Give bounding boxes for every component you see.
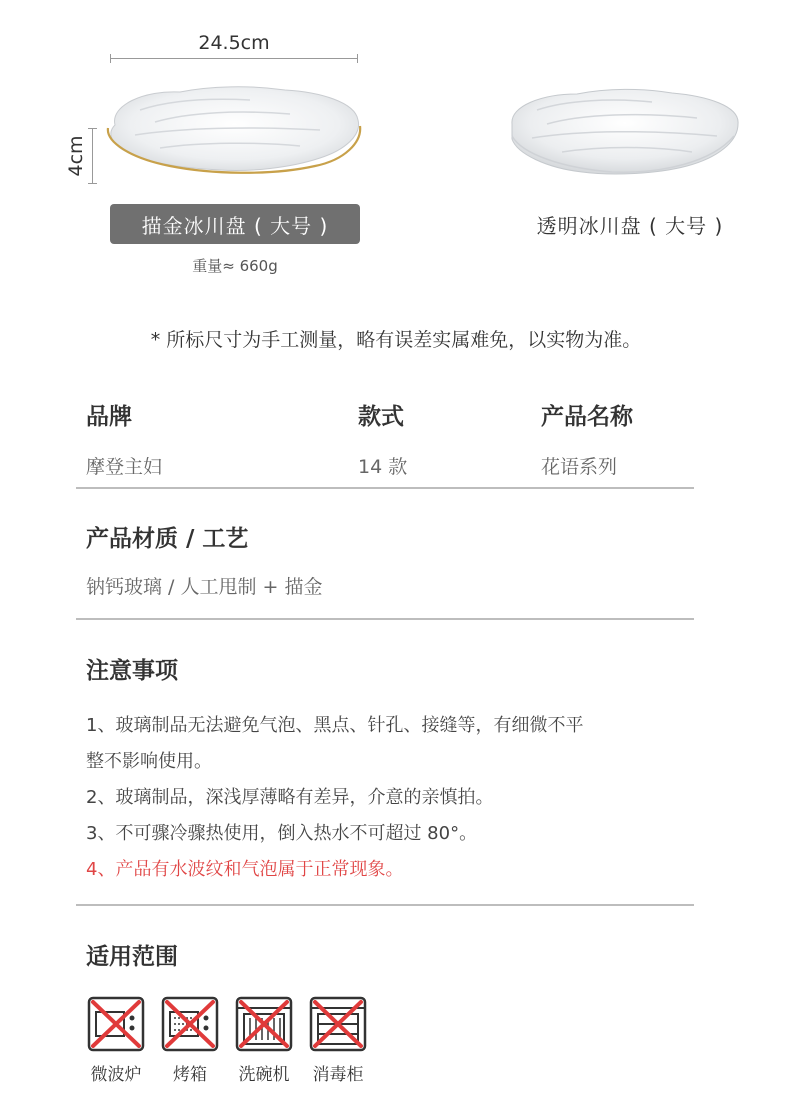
clear-plate-image xyxy=(502,84,746,180)
dishwasher-icon xyxy=(235,996,293,1052)
gold-plate-weight: 重量≈ 660g xyxy=(192,257,278,275)
product-name-value: 花语系列 xyxy=(541,456,618,478)
notice-list xyxy=(86,708,686,888)
notice-item: 3、不可骤冷骤热使用，倒入热水不可超过 80°。 xyxy=(86,823,478,844)
style-value: 14 款 xyxy=(358,456,408,478)
usage-item-oven xyxy=(160,996,220,1085)
notice-item: 整不影响使用。 xyxy=(86,751,212,772)
gold-rim-plate-image xyxy=(100,80,370,180)
height-dimension-label: 4cm xyxy=(65,135,87,177)
clear-plate-name: 透明冰川盘 ( 大号 ) xyxy=(536,213,724,238)
usage-label: 洗碗机 xyxy=(238,1065,290,1085)
notice-item-warning: 4、产品有水波纹和气泡属于正常现象。 xyxy=(86,859,404,880)
notice-title: 注意事项 xyxy=(86,658,178,684)
usage-label: 烤箱 xyxy=(173,1065,207,1085)
width-dimension-label: 24.5cm xyxy=(198,32,270,54)
height-dimension-line xyxy=(92,128,93,184)
divider xyxy=(76,618,694,620)
usage-item-dishwasher xyxy=(234,996,294,1085)
usage-item-microwave xyxy=(86,996,146,1085)
notice-item: 2、玻璃制品，深浅厚薄略有差异，介意的亲慎拍。 xyxy=(86,787,494,808)
microwave-icon xyxy=(87,996,145,1052)
brand-value: 摩登主妇 xyxy=(86,456,163,478)
sterilizer-icon xyxy=(309,996,367,1052)
usage-label: 消毒柜 xyxy=(312,1065,364,1085)
notice-item: 1、玻璃制品无法避免气泡、黑点、针孔、接缝等，有细微不平 xyxy=(86,715,584,736)
usage-title: 适用范围 xyxy=(86,944,178,970)
oven-icon xyxy=(161,996,219,1052)
width-dimension-line xyxy=(110,58,358,59)
material-value: 钠钙玻璃 / 人工甩制 + 描金 xyxy=(86,576,323,598)
brand-header: 品牌 xyxy=(86,404,132,430)
measurement-note: * 所标尺寸为手工测量，略有误差实属难免，以实物为准。 xyxy=(150,329,642,351)
gold-plate-name-badge: 描金冰川盘 ( 大号 ) xyxy=(110,204,360,244)
product-name-header: 产品名称 xyxy=(541,404,633,430)
divider xyxy=(76,487,694,489)
usage-icons xyxy=(86,996,368,1085)
usage-label: 微波炉 xyxy=(90,1065,142,1085)
divider xyxy=(76,904,694,906)
material-title: 产品材质 / 工艺 xyxy=(86,526,249,552)
style-header: 款式 xyxy=(358,404,404,430)
usage-item-sterilizer xyxy=(308,996,368,1085)
